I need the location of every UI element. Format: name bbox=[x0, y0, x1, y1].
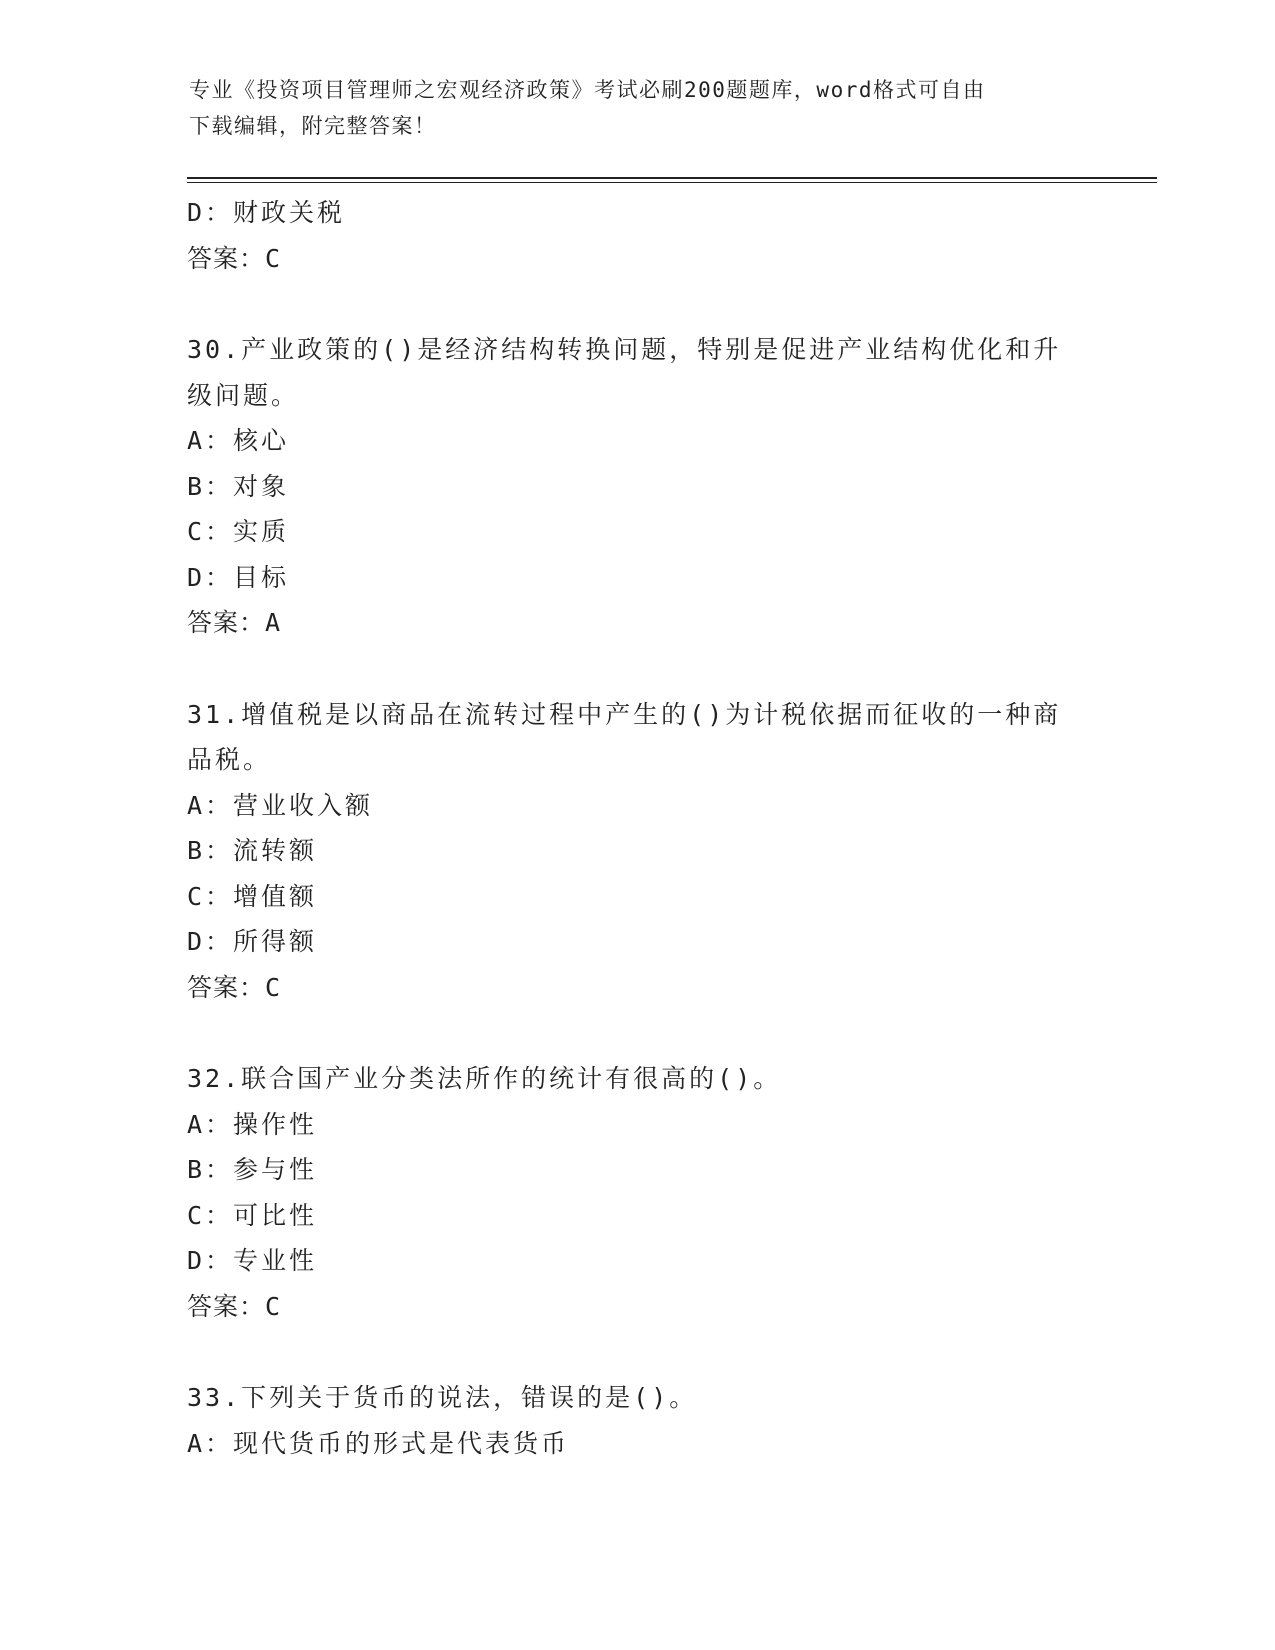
option-b: B：流转额 bbox=[187, 836, 318, 865]
option-a: A：操作性 bbox=[187, 1109, 318, 1139]
option-d: D：所得额 bbox=[187, 927, 318, 956]
question-32 bbox=[187, 1056, 1077, 1329]
header-line-1: 专业《投资项目管理师之宏观经济政策》考试必刷200题题库，word格式可自由 bbox=[189, 78, 986, 102]
partial-question bbox=[187, 190, 1077, 281]
question-stem-line-1: 33.下列关于货币的说法，错误的是()。 bbox=[187, 1383, 698, 1412]
answer-line: 答案：C bbox=[187, 243, 282, 273]
question-31 bbox=[187, 692, 1077, 1011]
option-a: A：营业收入额 bbox=[187, 790, 374, 820]
question-stem-line-1: 31.增值税是以商品在流转过程中产生的()为计税依据而征收的一种商 bbox=[187, 699, 1062, 729]
header-divider-thin bbox=[187, 182, 1157, 183]
option-d: D：专业性 bbox=[187, 1246, 318, 1275]
question-33 bbox=[187, 1375, 1077, 1466]
header-divider-thick bbox=[187, 177, 1157, 179]
question-30 bbox=[187, 327, 1077, 646]
option-c: C：可比性 bbox=[187, 1200, 318, 1230]
option-c: C：增值额 bbox=[187, 881, 318, 911]
option-d: D：目标 bbox=[187, 562, 290, 592]
question-stem-line-2: 品税。 bbox=[187, 745, 272, 774]
answer-line: 答案：C bbox=[187, 972, 282, 1002]
document-header bbox=[189, 72, 1069, 144]
question-list bbox=[187, 190, 1077, 1466]
spacer bbox=[187, 1010, 1077, 1056]
spacer bbox=[187, 646, 1077, 692]
option-d: D：财政关税 bbox=[187, 198, 346, 227]
question-stem-line-1: 32.联合国产业分类法所作的统计有很高的()。 bbox=[187, 1064, 782, 1093]
option-b: B：参与性 bbox=[187, 1155, 318, 1184]
option-a: A：现代货币的形式是代表货币 bbox=[187, 1428, 570, 1458]
answer-line: 答案：C bbox=[187, 1291, 282, 1321]
question-stem-line-2: 级问题。 bbox=[187, 380, 300, 410]
option-c: C：实质 bbox=[187, 517, 290, 546]
option-b: B：对象 bbox=[187, 471, 290, 501]
spacer bbox=[187, 281, 1077, 327]
question-stem-line-1: 30.产业政策的()是经济结构转换问题，特别是促进产业结构优化和升 bbox=[187, 335, 1062, 364]
spacer bbox=[187, 1329, 1077, 1375]
option-a: A：核心 bbox=[187, 426, 290, 455]
header-line-2: 下载编辑，附完整答案！ bbox=[189, 114, 437, 138]
answer-line: 答案：A bbox=[187, 608, 282, 637]
